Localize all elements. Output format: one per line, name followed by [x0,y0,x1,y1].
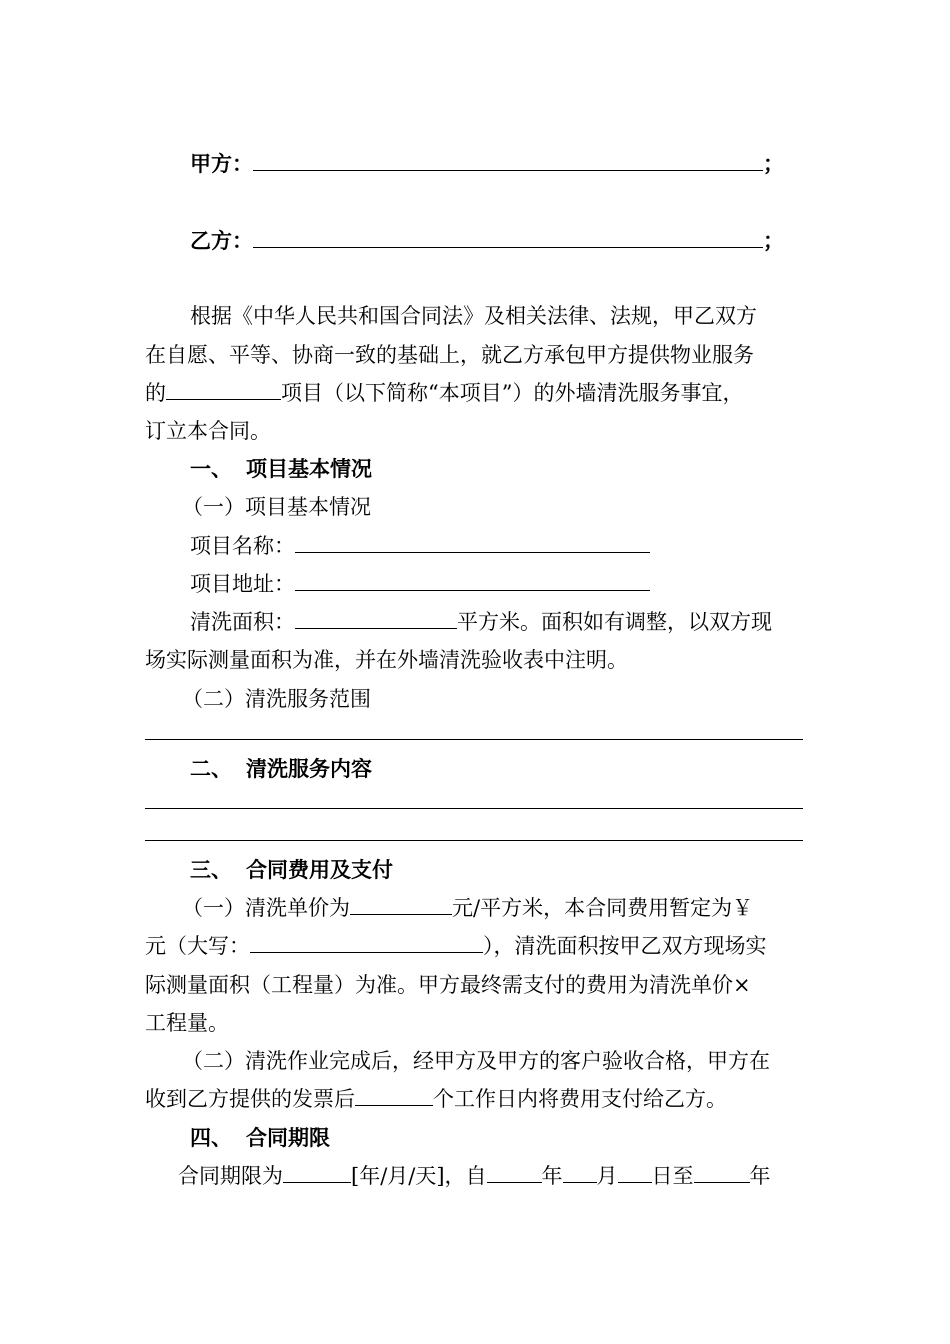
amount-words-field[interactable] [250,932,483,953]
start-year-field[interactable] [487,1162,542,1183]
service-content-blank-line-2[interactable] [145,840,803,841]
amount-words-suffix: ），清洗面积按甲乙双方现场实 [483,934,767,958]
section-1-sub-1-title: 项目基本情况 [245,495,371,519]
project-address-label: 项目地址： [190,572,295,596]
term-prefix: 合同期限为 [178,1164,283,1188]
preamble-line-1: 根据《中华人民共和国合同法》及相关法律、法规，甲乙双方 [190,304,757,328]
start-day-field[interactable] [618,1162,652,1183]
section-3-title: 合同费用及支付 [246,857,393,882]
section-3-sub-2-text: 清洗作业完成后，经甲方及甲方的客户验收合格，甲方在 [245,1049,770,1073]
party-a-line [190,149,784,179]
section-1-sub-1 [182,492,371,522]
section-3-sub-1-line-2 [145,931,767,961]
contract-term-line [178,1161,771,1191]
section-2-heading [190,754,372,784]
unit-price-suffix: 元/平方米，本合同费用暂定为￥ [452,896,754,920]
start-month-label: 月 [596,1164,618,1188]
section-3-sub-1-line-4: 工程量。 [145,1011,229,1035]
party-b-end-mark: ； [763,228,784,253]
service-scope-blank-line[interactable] [145,739,803,740]
area-suffix: 平方米。面积如有调整，以双方现 [457,610,772,634]
section-1-num: 一、 [190,456,232,481]
unit-price-field[interactable] [350,894,452,915]
section-4-title: 合同期限 [246,1125,330,1150]
section-4-num: 四、 [190,1125,232,1150]
project-address-row [190,569,650,599]
section-1-heading [190,454,372,484]
preamble-line-2: 在自愿、平等、协商一致的基础上，就乙方承包甲方提供物业服务 [145,343,754,367]
project-name-blank[interactable] [166,379,281,400]
section-3-sub-1-line-3: 际测量面积（工程量）为准。甲方最终需支付的费用为清洗单价× [145,973,751,997]
payment-days-field[interactable] [355,1085,433,1106]
section-3-sub-2-line-2 [145,1084,727,1114]
party-b-label: 乙方： [190,228,253,253]
section-1-sub-2-num: （二） [182,687,245,711]
party-b-blank[interactable] [253,227,763,248]
party-a-label: 甲方： [190,151,253,176]
payment-days-prefix: 收到乙方提供的发票后 [145,1087,355,1111]
section-3-sub-1-num: （一） [182,896,245,920]
section-4-heading [190,1123,330,1153]
term-length-field[interactable] [283,1162,351,1183]
section-3-sub-2-num: （二） [182,1049,245,1073]
unit-price-prefix: 清洗单价为 [245,896,350,920]
section-1-sub-1-num: （一） [182,495,245,519]
term-unit: [年/月/天]，自 [351,1164,487,1188]
area-field[interactable] [295,608,457,629]
section-3-num: 三、 [190,857,232,882]
start-month-field[interactable] [563,1162,597,1183]
end-year-label: 年 [749,1164,771,1188]
start-day-label: 日至 [651,1164,694,1188]
project-address-field[interactable] [295,570,650,591]
party-a-end-mark: ； [763,151,784,176]
end-year-field[interactable] [694,1162,750,1183]
project-name-label: 项目名称： [190,534,295,558]
section-3-sub-2-line-1 [182,1046,770,1076]
payment-days-suffix: 个工作日内将费用支付给乙方。 [433,1087,727,1111]
area-line-2: 场实际测量面积为准，并在外墙清洗验收表中注明。 [145,648,628,672]
service-content-blank-line-1[interactable] [145,808,803,809]
party-a-blank[interactable] [253,150,763,171]
section-2-title: 清洗服务内容 [246,756,372,781]
preamble-line-3-suffix: 项目（以下简称“本项目”）的外墙清洗服务事宜， [281,381,744,405]
amount-words-prefix: 元（大写： [145,934,250,958]
preamble-line-3 [145,378,743,408]
area-label: 清洗面积： [190,610,295,634]
section-1-title: 项目基本情况 [246,456,372,481]
project-name-field[interactable] [295,532,650,553]
party-b-line [190,226,784,256]
section-3-heading [190,855,393,885]
area-row [190,607,772,637]
preamble-line-4: 订立本合同。 [145,419,271,443]
section-1-sub-2-title: 清洗服务范围 [245,687,371,711]
section-2-num: 二、 [190,756,232,781]
project-name-row [190,531,650,561]
start-year-label: 年 [541,1164,563,1188]
preamble-line-3-prefix: 的 [145,381,166,405]
section-3-sub-1-line-1 [182,893,753,923]
section-1-sub-2 [182,684,371,714]
